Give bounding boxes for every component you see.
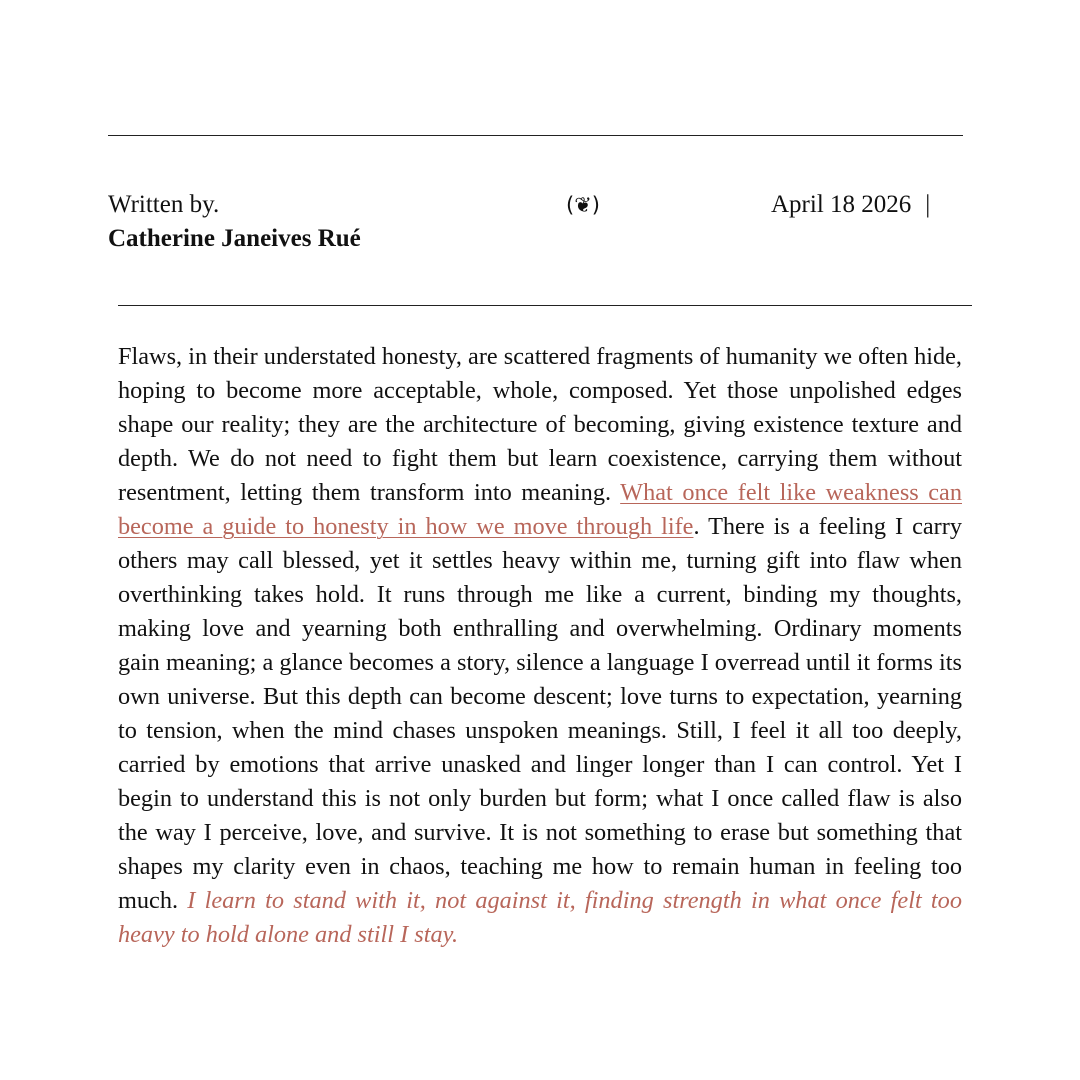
- author-name: Catherine Janeives Rué: [108, 225, 361, 252]
- heart-ornament-icon: (❦): [566, 193, 600, 217]
- bottom-divider: [118, 305, 972, 306]
- article-middle: . There is a feeling I carry others may call blessed, yet it settles heavy within me, turning gift into flaw when overthinking takes hold. It runs through me like a current, binding my thoughts, making love and yearning both enthralling and overwhelming. Ordinary moments gain meaning; a glance becomes a story, silence a language I overread until it forms its own universe. But this depth can become descent; love turns to expectation, yearning to tension, when the mind chases unspoken meanings. Still, I feel it all too deeply, carried by emotions that arrive unasked and linger longer than I can control. Yet I begin to understand this is not only burden but form; what I once called flaw is also the way I perceive, love, and survive. It is not something to erase but something that shapes my clarity even in chaos, teaching me how to remain human in feeling too much.: [118, 513, 962, 914]
- date-separator: |: [925, 191, 931, 218]
- dateline: [771, 188, 930, 222]
- top-divider: [108, 135, 963, 136]
- written-by-label: Written by.: [108, 191, 220, 218]
- article-body: [118, 340, 962, 952]
- closing-italic-text: I learn to stand with it, not against it, finding strength in what once felt too heavy to hold alone and still I stay.: [118, 887, 962, 948]
- publish-date: April 18 2026: [771, 191, 912, 218]
- highlight-link[interactable]: What once felt like weakness can become a guide to honesty in how we move through life: [118, 479, 962, 540]
- byline: [108, 188, 361, 256]
- article-intro: Flaws, in their understated honesty, are scattered fragments of humanity we often hide, hoping to become more acceptable, whole, composed. Yet those unpolished edges shape our reality; they are the architecture of becoming, giving existence texture and depth. We do not need to fight them but learn coexistence, carrying them without resentment, letting them transform into meaning.: [118, 343, 962, 506]
